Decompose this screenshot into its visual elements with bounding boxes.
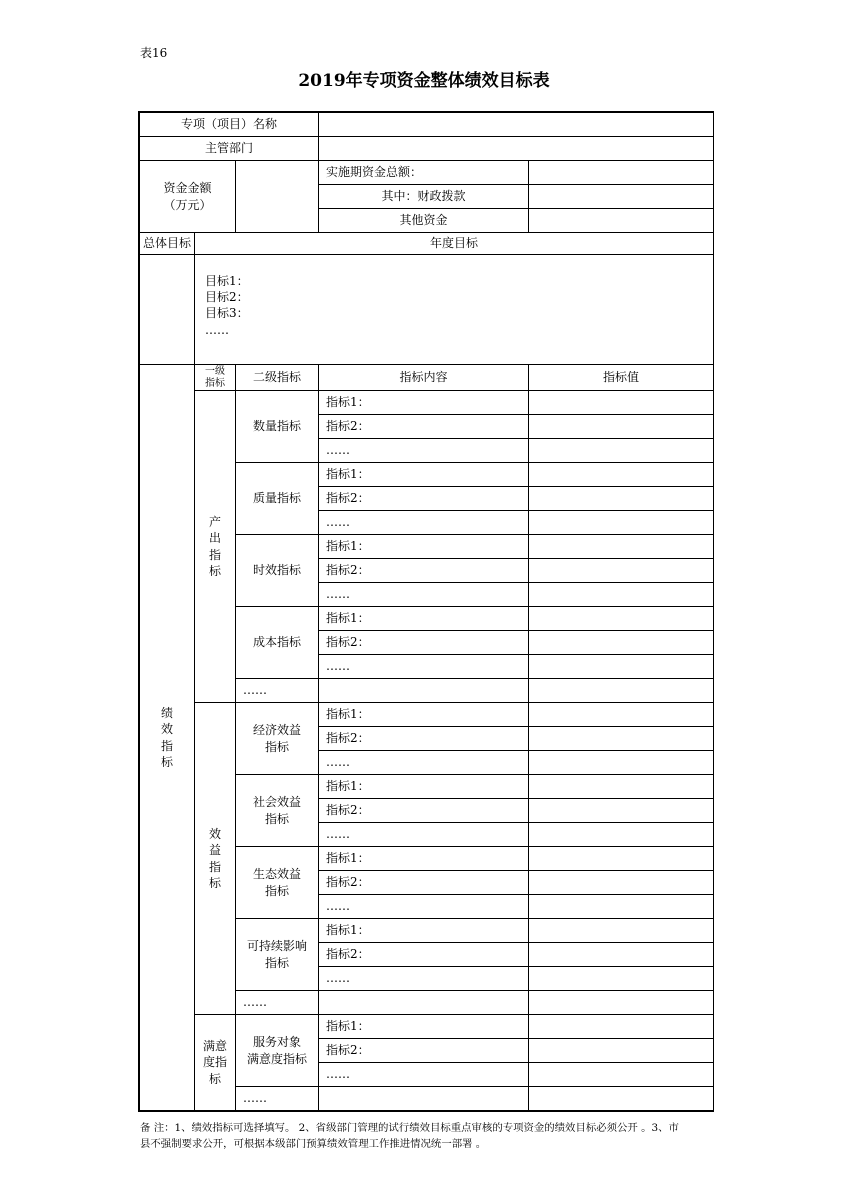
indicator-item-2: 指标2： bbox=[319, 559, 529, 583]
indicator-value-cell[interactable] bbox=[529, 391, 714, 415]
level2-header: 二级指标 bbox=[236, 365, 319, 391]
content-header: 指标内容 bbox=[319, 365, 529, 391]
benefit-char-3: 指 bbox=[208, 859, 221, 874]
sustainability-indicator-label bbox=[236, 919, 319, 991]
funds-amount-cell[interactable] bbox=[236, 161, 319, 233]
value-header: 指标值 bbox=[529, 365, 714, 391]
benefit-more-label: …… bbox=[236, 991, 319, 1015]
ecological-label-line1: 生态效益 bbox=[253, 867, 302, 882]
output-char-4: 标 bbox=[208, 563, 221, 578]
indicator-value-cell[interactable] bbox=[529, 895, 714, 919]
goal-line-more: …… bbox=[205, 322, 229, 337]
economic-label-line2: 指标 bbox=[265, 739, 290, 754]
indicator-value-cell[interactable] bbox=[529, 1039, 714, 1063]
indicator-item-2: 指标2： bbox=[319, 943, 529, 967]
department-cell[interactable] bbox=[319, 137, 714, 161]
benefit-char-1: 效 bbox=[208, 827, 221, 842]
indicator-value-cell[interactable] bbox=[529, 487, 714, 511]
footnote-line2: 县不强制要求公开，可根据本级部门预算绩效管理工作推进情况统一部署 。 bbox=[140, 1138, 487, 1151]
indicator-value-cell[interactable] bbox=[529, 415, 714, 439]
social-indicator-label bbox=[236, 775, 319, 847]
indicator-item-more: …… bbox=[319, 823, 529, 847]
satisfaction-char-1: 满意 bbox=[202, 1039, 227, 1054]
indicator-item-more: …… bbox=[319, 895, 529, 919]
service-label-line1: 服务对象 bbox=[253, 1035, 302, 1050]
economic-label-line1: 经济效益 bbox=[253, 723, 302, 738]
ecological-label-line2: 指标 bbox=[265, 883, 290, 898]
indicator-content-cell[interactable] bbox=[319, 991, 529, 1015]
indicator-item-2: 指标2： bbox=[319, 1039, 529, 1063]
department-row bbox=[140, 137, 714, 161]
indicator-item-1: 指标1： bbox=[319, 703, 529, 727]
satisfaction-char-3: 标 bbox=[208, 1071, 221, 1086]
indicator-row bbox=[140, 391, 714, 415]
indicator-item-more: …… bbox=[319, 967, 529, 991]
indicator-item-more: …… bbox=[319, 439, 529, 463]
perf-char-3: 指 bbox=[160, 738, 173, 753]
satisfaction-indicator-label bbox=[195, 1015, 236, 1111]
indicator-item-more: …… bbox=[319, 1063, 529, 1087]
indicator-value-cell[interactable] bbox=[529, 823, 714, 847]
output-char-1: 产 bbox=[208, 515, 221, 530]
ecological-indicator-label bbox=[236, 847, 319, 919]
indicator-item-2: 指标2： bbox=[319, 727, 529, 751]
indicator-item-1: 指标1： bbox=[319, 463, 529, 487]
quality-indicator-label: 质量指标 bbox=[236, 463, 319, 535]
funds-fiscal-label: 其中：财政拨款 bbox=[319, 185, 529, 209]
indicator-value-cell[interactable] bbox=[529, 1063, 714, 1087]
perf-char-2: 效 bbox=[160, 722, 173, 737]
benefit-char-2: 益 bbox=[208, 843, 221, 858]
goal-line-3: 目标3： bbox=[205, 306, 249, 321]
output-char-3: 指 bbox=[208, 547, 221, 562]
funds-total-label: 实施期资金总额： bbox=[319, 161, 529, 185]
indicator-item-more: …… bbox=[319, 511, 529, 535]
indicator-value-cell[interactable] bbox=[529, 1087, 714, 1111]
footnote bbox=[140, 1120, 714, 1152]
indicator-item-1: 指标1： bbox=[319, 535, 529, 559]
department-label: 主管部门 bbox=[140, 137, 319, 161]
funds-other-cell[interactable] bbox=[529, 209, 714, 233]
indicator-value-cell[interactable] bbox=[529, 847, 714, 871]
benefit-char-4: 标 bbox=[208, 875, 221, 890]
quantity-indicator-label: 数量指标 bbox=[236, 391, 319, 463]
level1-header-line1: 一级 bbox=[205, 366, 225, 377]
indicator-value-cell[interactable] bbox=[529, 463, 714, 487]
overall-goal-cell[interactable] bbox=[140, 255, 195, 365]
footnote-line1: 备 注：1、绩效指标可选择填写。 2、省级部门管理的试行绩效目标重点审核的专项资金的绩效目标必须公开 。3、市 bbox=[140, 1122, 679, 1134]
funds-fiscal-cell[interactable] bbox=[529, 185, 714, 209]
funds-label bbox=[140, 161, 236, 233]
goal-line-2: 目标2： bbox=[205, 290, 249, 305]
funds-total-cell[interactable] bbox=[529, 161, 714, 185]
overall-goal-label: 总体目标 bbox=[140, 233, 195, 255]
indicator-row bbox=[140, 1015, 714, 1039]
indicator-item-2: 指标2： bbox=[319, 415, 529, 439]
page-title: 2019年专项资金整体绩效目标表 bbox=[298, 71, 550, 91]
indicator-item-2: 指标2： bbox=[319, 631, 529, 655]
indicator-content-cell[interactable] bbox=[319, 1087, 529, 1111]
indicator-value-cell[interactable] bbox=[529, 559, 714, 583]
indicator-value-cell[interactable] bbox=[529, 1015, 714, 1039]
indicator-value-cell[interactable] bbox=[529, 799, 714, 823]
performance-indicator-label bbox=[140, 365, 195, 1111]
indicator-item-more: …… bbox=[319, 583, 529, 607]
indicator-value-cell[interactable] bbox=[529, 631, 714, 655]
funds-label-line2: （万元） bbox=[163, 197, 212, 212]
indicator-value-cell[interactable] bbox=[529, 679, 714, 703]
output-indicator-label bbox=[195, 391, 236, 703]
sustainability-label-line2: 指标 bbox=[265, 955, 290, 970]
level1-header bbox=[195, 365, 236, 391]
indicator-value-cell[interactable] bbox=[529, 991, 714, 1015]
indicator-value-cell[interactable] bbox=[529, 511, 714, 535]
output-more-label: …… bbox=[236, 679, 319, 703]
indicator-item-1: 指标1： bbox=[319, 391, 529, 415]
timeliness-indicator-label: 时效指标 bbox=[236, 535, 319, 607]
performance-target-table bbox=[138, 111, 714, 1112]
table-number: 表16 bbox=[140, 46, 168, 60]
indicator-value-cell[interactable] bbox=[529, 583, 714, 607]
indicator-item-1: 指标1： bbox=[319, 919, 529, 943]
indicator-value-cell[interactable] bbox=[529, 919, 714, 943]
goal-line-1: 目标1： bbox=[205, 274, 249, 288]
indicator-value-cell[interactable] bbox=[529, 871, 714, 895]
indicator-value-cell[interactable] bbox=[529, 775, 714, 799]
benefit-indicator-label bbox=[195, 703, 236, 1015]
indicator-item-1: 指标1： bbox=[319, 1015, 529, 1039]
indicator-item-2: 指标2： bbox=[319, 487, 529, 511]
perf-char-4: 标 bbox=[160, 754, 173, 769]
project-name-cell[interactable] bbox=[319, 113, 714, 137]
indicator-item-more: …… bbox=[319, 655, 529, 679]
indicator-value-cell[interactable] bbox=[529, 655, 714, 679]
service-satisfaction-label bbox=[236, 1015, 319, 1087]
satisfaction-char-2: 度指 bbox=[202, 1055, 227, 1070]
indicator-value-cell[interactable] bbox=[529, 943, 714, 967]
indicator-value-cell[interactable] bbox=[529, 727, 714, 751]
indicator-item-1: 指标1： bbox=[319, 775, 529, 799]
indicator-value-cell[interactable] bbox=[529, 751, 714, 775]
indicator-value-cell[interactable] bbox=[529, 967, 714, 991]
annual-goal-cell[interactable] bbox=[195, 255, 714, 365]
indicator-item-1: 指标1： bbox=[319, 847, 529, 871]
perf-char-1: 绩 bbox=[160, 706, 173, 721]
indicator-item-2: 指标2： bbox=[319, 799, 529, 823]
economic-indicator-label bbox=[236, 703, 319, 775]
cost-indicator-label: 成本指标 bbox=[236, 607, 319, 679]
indicator-value-cell[interactable] bbox=[529, 703, 714, 727]
funds-label-line1: 资金金额 bbox=[163, 181, 212, 196]
service-label-line2: 满意度指标 bbox=[247, 1051, 308, 1066]
indicator-value-cell[interactable] bbox=[529, 607, 714, 631]
indicator-item-1: 指标1： bbox=[319, 607, 529, 631]
indicator-row bbox=[140, 703, 714, 727]
funds-other-label: 其他资金 bbox=[319, 209, 529, 233]
project-name-row bbox=[140, 113, 714, 137]
indicator-item-2: 指标2： bbox=[319, 871, 529, 895]
social-label-line1: 社会效益 bbox=[253, 795, 302, 810]
indicator-header-row bbox=[140, 365, 714, 391]
funds-total-row bbox=[140, 161, 714, 185]
social-label-line2: 指标 bbox=[265, 811, 290, 826]
indicator-value-cell[interactable] bbox=[529, 439, 714, 463]
project-name-label: 专项（项目）名称 bbox=[140, 113, 319, 137]
indicator-content-cell[interactable] bbox=[319, 679, 529, 703]
goals-body-row bbox=[140, 255, 714, 365]
goals-header-row bbox=[140, 233, 714, 255]
level1-header-line2: 指标 bbox=[205, 377, 225, 389]
satisfaction-more-label: …… bbox=[236, 1087, 319, 1111]
annual-goal-label: 年度目标 bbox=[195, 233, 714, 255]
output-char-2: 出 bbox=[208, 531, 221, 546]
sustainability-label-line1: 可持续影响 bbox=[247, 939, 308, 954]
indicator-item-more: …… bbox=[319, 751, 529, 775]
indicator-value-cell[interactable] bbox=[529, 535, 714, 559]
